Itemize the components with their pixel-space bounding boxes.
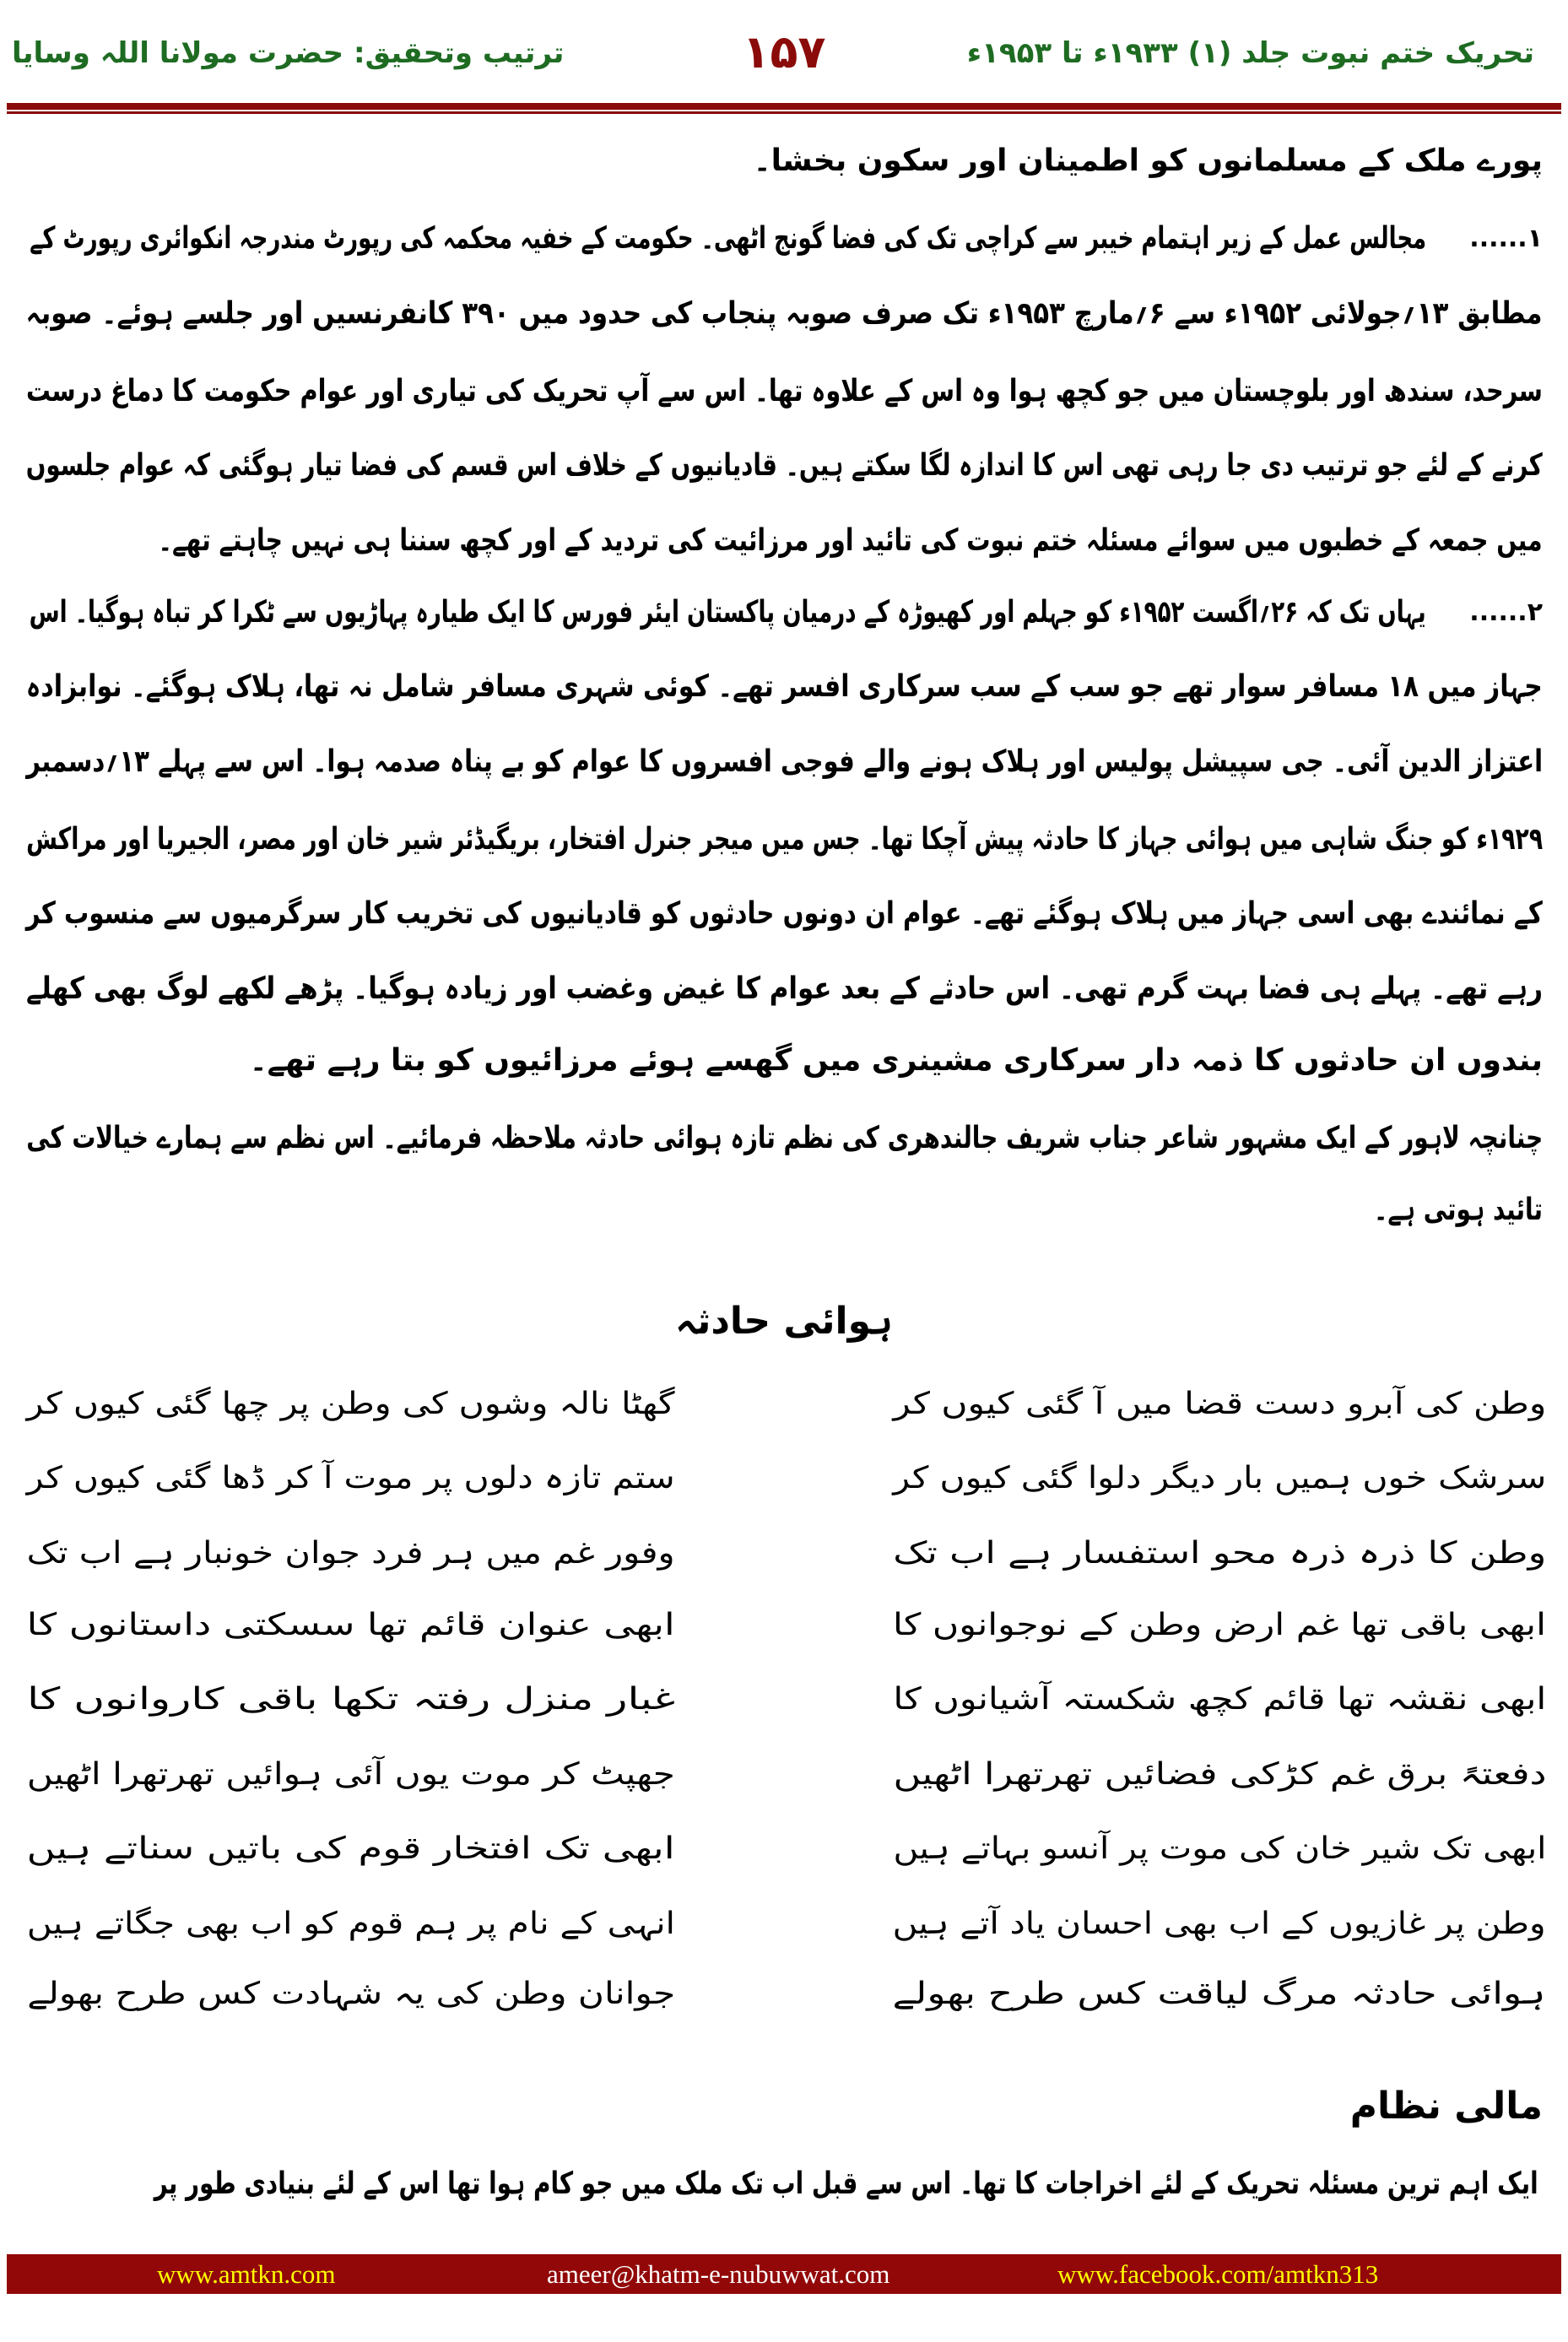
line-text: یہاں تک کہ ۲۶؍اگست ۱۹۵۲ء کو جہلم اور کھیوڑہ کے درمیان پاکستان ایئر فورس کا ایک طیارہ پہاڑیوں سے ٹکرا کر تباہ ہوگیا۔ اس [30,595,1426,630]
verse-text: سرشک خوں ہمیں بار دیگر دلوا گئی کیوں کر [893,1461,1546,1496]
poem-verse [27,1371,675,1438]
paragraph-line [30,205,1426,273]
paragraph-line [26,806,1543,874]
compiler-credit: ترتیب وتحقیق: حضرت مولانا اللہ وسایا [12,36,565,70]
line-text: مطابق ۱۳؍جولائی ۱۹۵۲ء سے ۶؍مارچ ۱۹۵۳ء تک صرف صوبہ پنجاب کی حدود میں ۳۹۰ کانفرنسیں اور جلسے ہوئے۔ صوبہ [26,296,1543,331]
paragraph-line [159,507,1543,575]
header-rule [7,103,1561,110]
poem-verse [27,1520,675,1587]
page-number: ۱۵۷ [742,25,826,78]
line-text: ایک اہم ترین مسئلہ تحریک کے لئے اخراجات کا تھا۔ اس سے قبل اب تک ملک میں جو کام ہوا تھا اس کے لئے بنیادی طور پر [154,2166,1538,2201]
note-marker-1: ۱...... [1469,224,1543,253]
line-text: رہے تھے۔ پہلے ہی فضا بہت گرم تھی۔ اس حادثے کے بعد عوام کا غیض وغضب اور زیادہ ہوگیا۔ پڑھے لکھے لوگ بھی کھلے [26,971,1543,1006]
poem-verse [893,1445,1546,1512]
verse-text: وفور غم میں ہر فرد جوان خونبار ہے اب تک [27,1536,675,1571]
verse-text: ہوائی حادثہ مرگ لیاقت کس طرح بھولے [893,1977,1546,2011]
poem-verse [893,1592,1546,1659]
paragraph-line [26,432,1543,500]
verse-text: وطن کی آبرو دست قضا میں آ گئی کیوں کر [893,1387,1546,1421]
paragraph-line [26,280,1543,348]
paragraph-line [26,728,1543,796]
poem-verse [27,1961,675,2028]
section-heading: مالی نظام [1349,2085,1543,2128]
line-text: چنانچہ لاہور کے ایک مشہور شاعر جناب شریف جالندھری کی نظم تازہ ہوائی حادثہ ملاحظہ فرمائیے۔ اس نظم سے ہمارے خیالات کی [26,1121,1543,1155]
poem-verse [893,1961,1546,2028]
poem-verse [893,1741,1546,1809]
verse-text: ابھی تک افتخار قوم کی باتیں سناتے ہیں [27,1831,675,1866]
verse-text: جوانان وطن کی یہ شہادت کس طرح بھولے [27,1977,675,2011]
poem-verse [27,1741,675,1809]
paragraph-line [26,955,1543,1023]
paragraph-line [26,1105,1543,1172]
paragraph-line [581,127,1543,195]
line-text: جہاز میں ۱۸ مسافر سوار تھے جو سب کے سب سرکاری افسر تھے۔ کوئی شہری مسافر شامل نہ تھا، ہلاک ہوگئے۔ نوابزادہ [26,669,1543,704]
poem-verse [27,1592,675,1659]
poem-verse [893,1371,1546,1438]
poem-verse [893,1890,1546,1958]
note-marker-2: ۲...... [1469,598,1543,627]
poem-verse [893,1666,1546,1734]
poem-title: ہوائی حادثہ [675,1300,893,1343]
paragraph-line [26,880,1543,948]
line-text: کے نمائندے بھی اسی جہاز میں ہلاک ہوگئے تھے۔ عوام ان دونوں حادثوں کو قادیانیوں کی تخریب کار سرگرمیوں سے منسوب کر [26,896,1543,931]
verse-text: ابھی عنوان قائم تھا سسکتی داستانوں کا [27,1608,675,1642]
poem-verse [27,1666,675,1734]
poem-verse [27,1815,675,1883]
website-link[interactable]: www.amtkn.com [157,2259,336,2289]
line-text: اعتزاز الدین آئی۔ جی سپیشل پولیس اور ہلاک ہونے والے فوجی افسروں کا عوام کو بے پناہ صدمہ ہوا۔ اس سے پہلے ۱۳؍دسمبر [26,744,1544,779]
email-link[interactable]: ameer@khatm-e-nubuwwat.com [547,2259,890,2289]
line-text: ۱۹۲۹ء کو جنگ شاہی میں ہوائی جہاز کا حادثہ پیش آچکا تھا۔ جس میں میجر جنرل افتخار، بریگیڈئر شیر خان اور مصر، الجیریا اور مراکش [26,822,1543,857]
poem-verse [893,1520,1546,1587]
poem-verse [893,1815,1546,1883]
line-text: میں جمعہ کے خطبوں میں سوائے مسئلہ ختم نبوت کی تائید اور مرزائیت کی تردید کے اور کچھ سننا ہی نہیں چاہتے تھے۔ [159,523,1543,558]
poem-verse [27,1890,675,1958]
verse-text: ستم تازہ دلوں پر موت آ کر ڈھا گئی کیوں کر [27,1461,675,1496]
poem-verse [27,1445,675,1512]
verse-text: ابھی باقی تھا غم ارض وطن کے نوجوانوں کا [893,1608,1546,1642]
paragraph-line [26,653,1543,721]
line-text: مجالس عمل کے زیر اہتمام خیبر سے کراچی تک کی فضا گونج اٹھی۔ حکومت کے خفیہ محکمہ کی رپورٹ مندرجہ انکوائری رپورٹ کے [30,221,1426,256]
line-text: بندوں ان حادثوں کا ذمہ دار سرکاری مشینری میں گھسے ہوئے مرزائیوں کو بتا رہے تھے۔ [249,1043,1543,1078]
verse-text: ابھی تک شیر خان کی موت پر آنسو بہاتے ہیں [893,1831,1546,1866]
header-rule-thin [7,111,1561,114]
facebook-link[interactable]: www.facebook.com/amtkn313 [1057,2259,1379,2289]
verse-text: غبار منزل رفتہ تکھا باقی کاروانوں کا [27,1682,675,1717]
verse-text: ابھی نقشہ تھا قائم کچھ شکستہ آشیانوں کا [893,1682,1546,1717]
verse-text: انہی کے نام پر ہم قوم کو اب بھی جگاتے ہیں [27,1907,675,1941]
section-paragraph-line [154,2150,1538,2218]
paragraph-line [26,358,1543,425]
verse-text: جھپٹ کر موت یوں آئی ہوائیں تھرتھرا اٹھیں [27,1757,675,1792]
paragraph-line [159,1027,1543,1095]
line-text: تائید ہوتی ہے۔ [1374,1193,1543,1227]
verse-text: دفعتہً برق غم کڑکی فضائیں تھرتھرا اٹھیں [893,1757,1546,1792]
line-text: کرنے کے لئے جو ترتیب دی جا رہی تھی اس کا اندازہ لگا سکتے ہیں۔ قادیانیوں کے خلاف اس قسم کی فضا تیار ہوگئی کہ عوام جلسوں [26,448,1543,483]
book-title: تحریک ختم نبوت جلد (۱) ۱۹۳۳ء تا ۱۹۵۳ء [966,36,1534,70]
verse-text: وطن پر غازیوں کے اب بھی احسان یاد آتے ہیں [893,1907,1546,1941]
paragraph-line [1374,1176,1543,1244]
verse-text: وطن کا ذرہ ذرہ محو استفسار ہے اب تک [893,1536,1546,1571]
verse-text: گھٹا نالہ وشوں کی وطن پر چھا گئی کیوں کر [26,1387,675,1421]
footer-bar [7,2254,1561,2294]
line-text: پورے ملک کے مسلمانوں کو اطمینان اور سکون بخشا۔ [753,143,1543,178]
line-text: سرحد، سندھ اور بلوچستان میں جو کچھ ہوا وہ اس کے علاوہ تھا۔ اس سے آپ تحریک کی تیاری اور عوام حکومت کا دماغ درست [26,374,1543,408]
paragraph-line [30,579,1426,646]
